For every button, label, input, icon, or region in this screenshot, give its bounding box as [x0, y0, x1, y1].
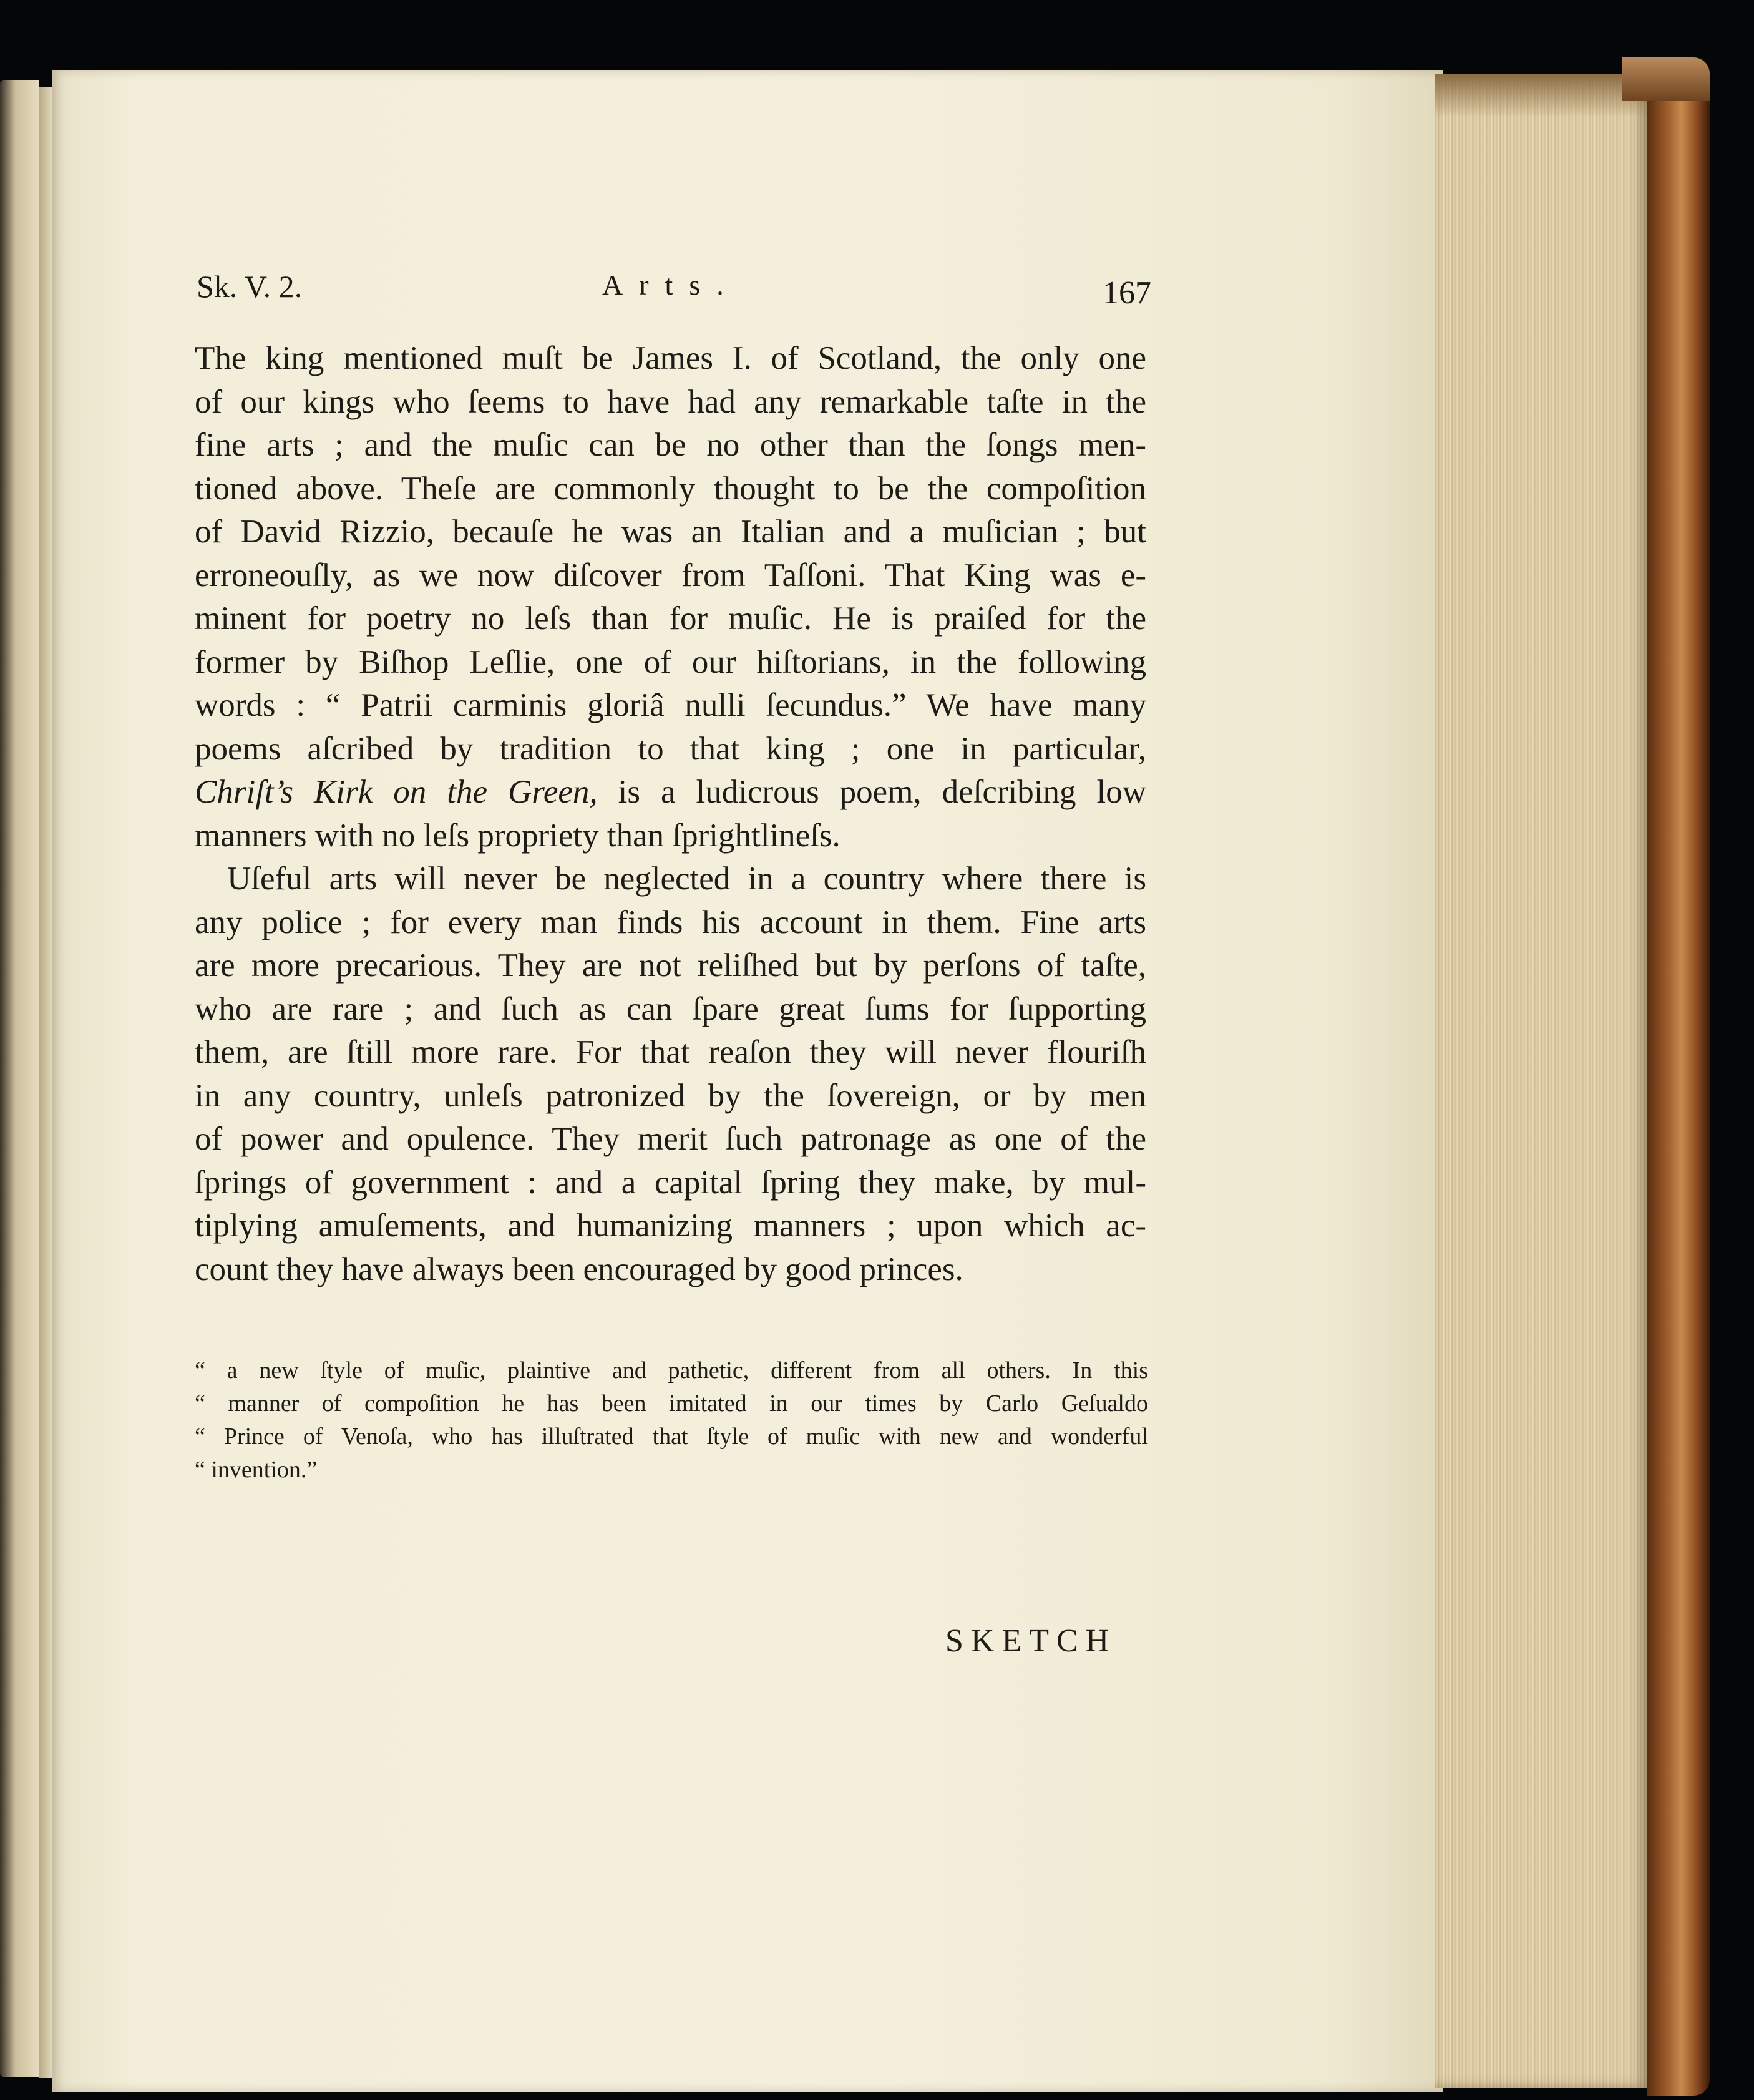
running-head — [197, 268, 1151, 312]
text-line — [195, 771, 1146, 814]
text-line: are more precarious. They are not reliſhed but by perſons of taſte, — [195, 947, 1146, 984]
footnote-line: “ invention.” — [195, 1457, 318, 1483]
text-line: of David Rizzio, becauſe he was an Italian and a muſician ; but — [195, 514, 1146, 550]
running-title: Arts. — [602, 269, 740, 301]
page-block-edges — [1435, 74, 1647, 2088]
text-line: The king mentioned muſt be James I. of Scotland, the only one — [195, 340, 1146, 376]
text-line: of our kings who ſeems to have had any remarkable taſte in the — [195, 383, 1146, 420]
footnote-line: “ manner of compoſition he has been imitated in our times by Carlo Geſualdo — [195, 1390, 1148, 1417]
catchword: SKETCH — [945, 1623, 1117, 1659]
footnote-line: “ a new ſtyle of muſic, plaintive and pathetic, different from all others. In this — [195, 1357, 1148, 1384]
text-line: minent for poetry no leſs than for muſic. He is praiſed for the — [195, 600, 1146, 637]
text-line: of power and opulence. They merit ſuch patronage as one of the — [195, 1121, 1146, 1157]
poem-title: Chriſt’s Kirk on the Green, — [195, 774, 598, 810]
text-line: former by Biſhop Leſlie, one of our hiſtorians, in the following — [195, 643, 1146, 680]
text-line: poems aſcribed by tradition to that king ; one in particular, — [195, 730, 1146, 767]
main-text — [195, 337, 1146, 1291]
footnote-line: “ Prince of Venoſa, who has illuſtrated that ſtyle of muſic with new and wonderful — [195, 1424, 1148, 1450]
page-number: 167 — [1103, 275, 1151, 311]
text-line: in any country, unleſs patronized by the ſovereign, or by men — [195, 1077, 1146, 1114]
text-line: them, are ſtill more rare. For that reaſon they will never flouriſh — [195, 1034, 1146, 1070]
footnote — [195, 1354, 1148, 1487]
paragraph-2 — [195, 857, 1146, 1291]
text-line: Uſeful arts will never be neglected in a country where there is — [227, 861, 1146, 897]
leather-binding — [1647, 60, 1710, 2096]
section-reference: Sk. V. 2. — [197, 269, 303, 304]
text-line: tioned above. Theſe are commonly thought to be the compoſition — [195, 470, 1146, 507]
binding-corner — [1622, 57, 1710, 101]
text-line: manners with no leſs propriety than ſprightlineſs. — [195, 817, 840, 854]
text-fragment: is a ludicrous poem, deſcribing low — [597, 774, 1146, 810]
text-line: count they have always been encouraged by good princes. — [195, 1251, 963, 1287]
text-line: any police ; for every man finds his account in them. Fine arts — [195, 904, 1146, 940]
text-line: tiplying amuſements, and humanizing manners ; upon which ac- — [195, 1208, 1146, 1244]
text-line: erroneouſly, as we now diſcover from Taſſoni. That King was e- — [195, 557, 1146, 593]
text-line: words : “ Patrii carminis gloriâ nulli ſecundus.” We have many — [195, 687, 1146, 723]
text-line: who are rare ; and ſuch as can ſpare great ſums for ſupporting — [195, 990, 1146, 1027]
text-line: ſprings of government : and a capital ſpring they make, by mul- — [195, 1164, 1146, 1201]
previous-page-edge — [0, 80, 39, 2077]
text-line: fine arts ; and the muſic can be no other than the ſongs men- — [195, 427, 1146, 463]
paragraph-1 — [195, 337, 1146, 857]
